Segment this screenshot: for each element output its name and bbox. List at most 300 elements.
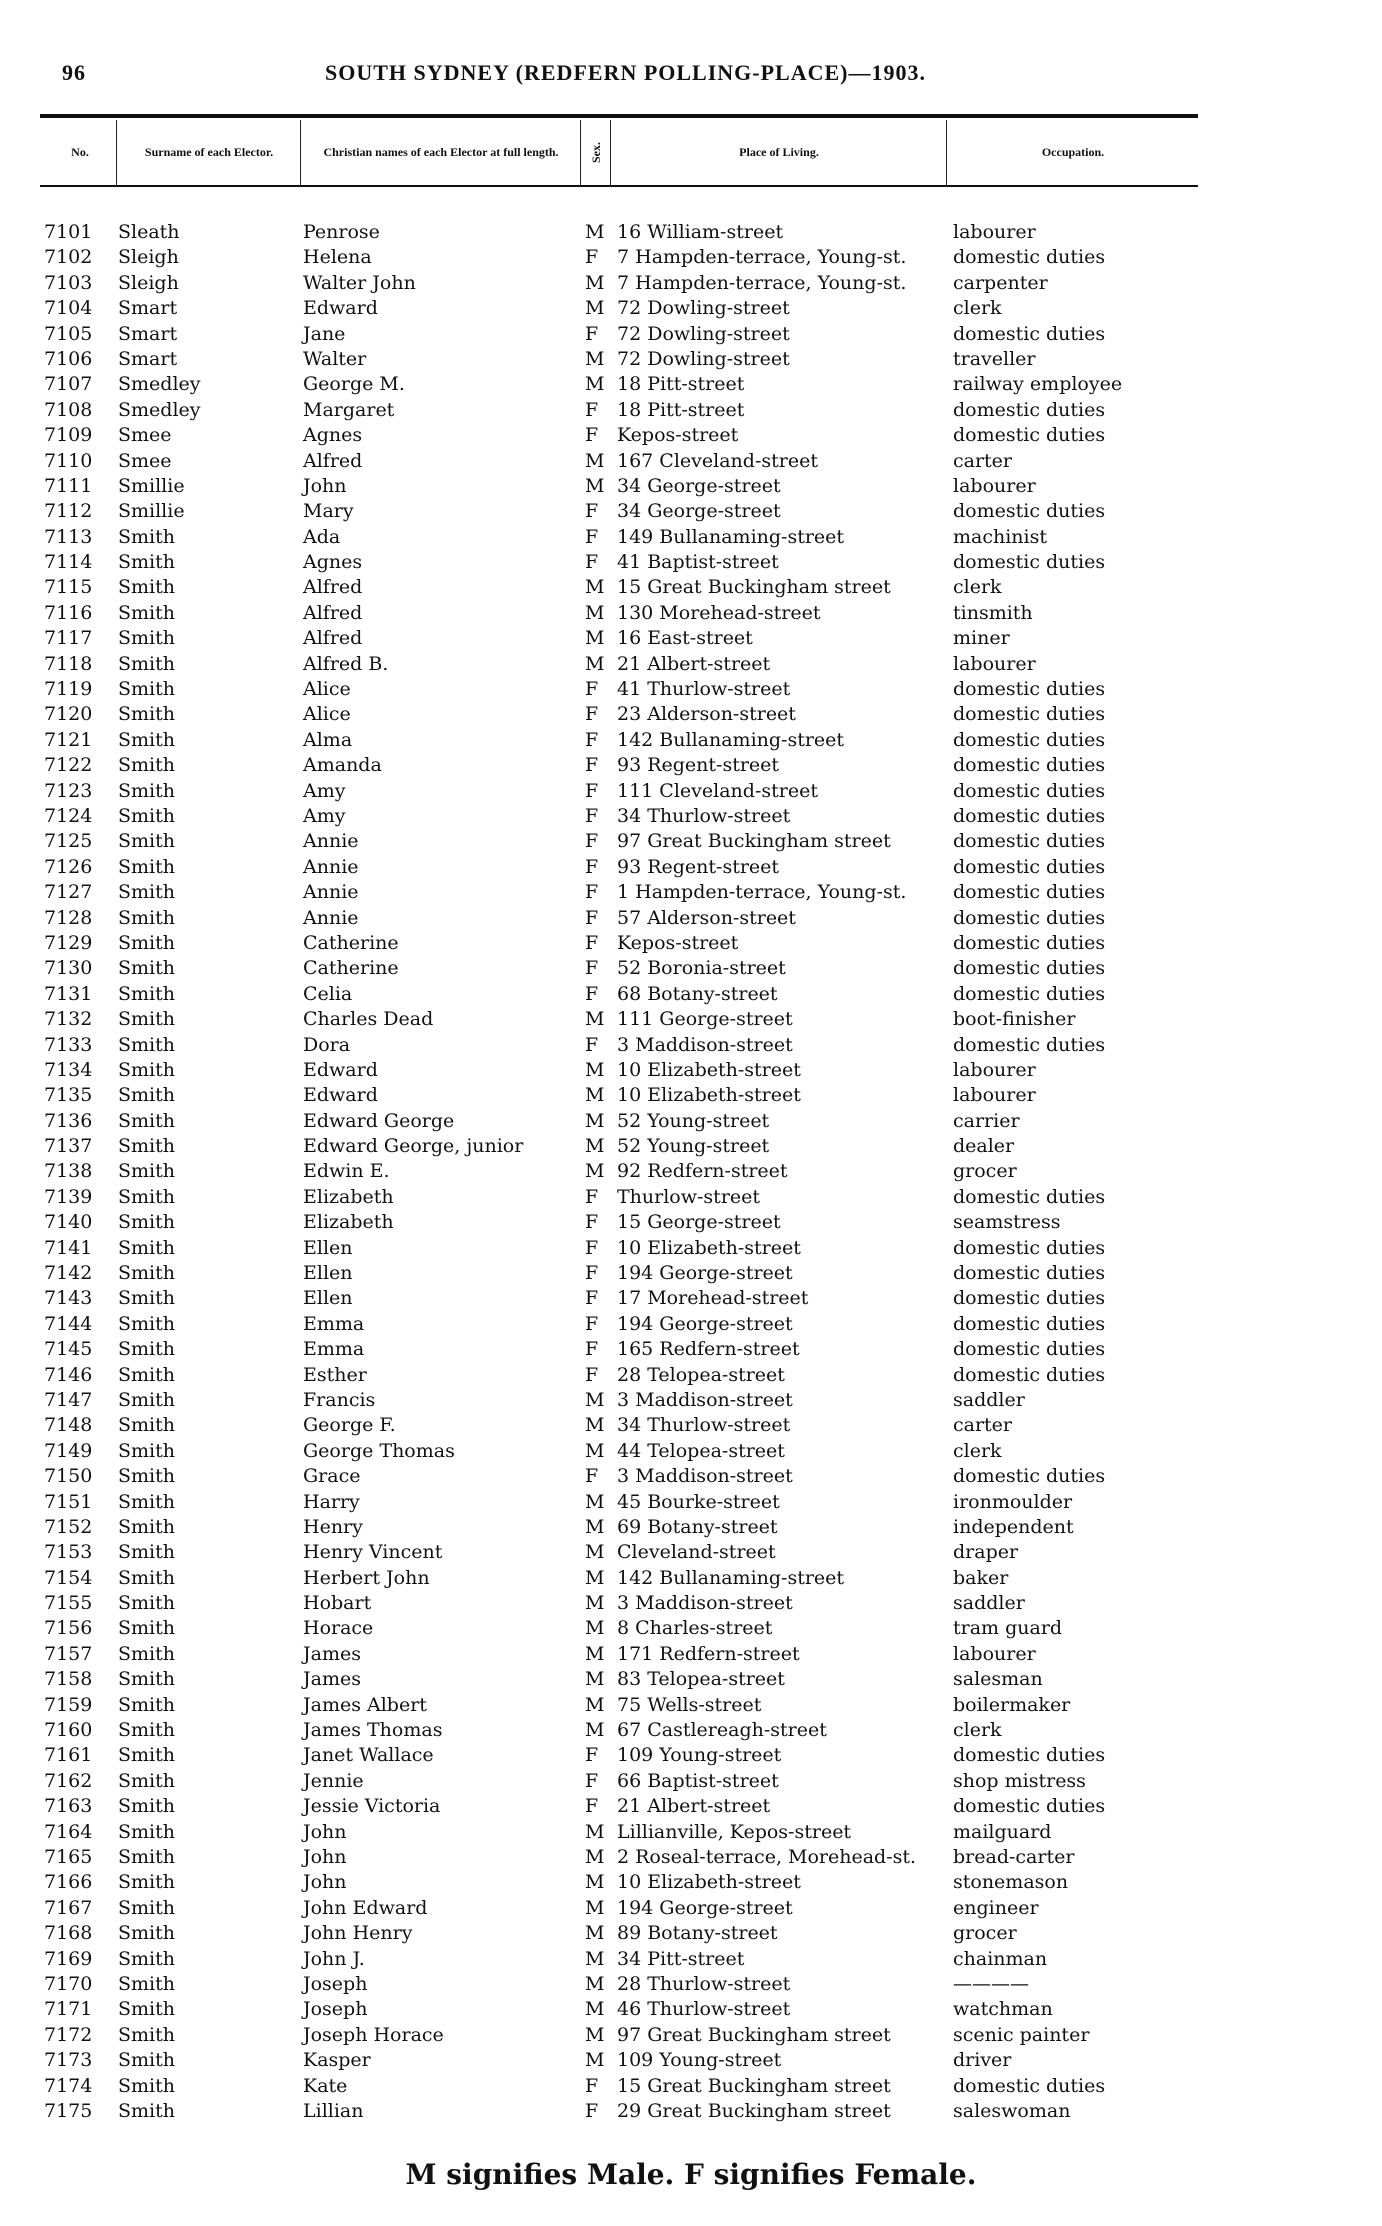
elector-christian-names: James: [303, 1668, 361, 1691]
elector-occupation: domestic duties: [953, 1287, 1106, 1310]
table-row: [0, 855, 1382, 880]
elector-christian-names: George Thomas: [303, 1439, 455, 1462]
elector-place: 44 Telopea-street: [617, 1439, 785, 1462]
elector-christian-names: Alma: [303, 728, 353, 751]
elector-place: 46 Thurlow-street: [617, 1998, 791, 2021]
elector-place: 28 Thurlow-street: [617, 1972, 791, 1995]
elector-number: 7129: [44, 931, 93, 954]
elector-place: 194 George-street: [617, 1896, 793, 1919]
sex-legend: M signifies Male. F signifies Female.: [405, 2158, 977, 2191]
table-row: [0, 1794, 1382, 1819]
table-row: [0, 1033, 1382, 1058]
elector-sex: F: [585, 1185, 599, 1208]
elector-sex: F: [585, 830, 599, 853]
elector-number: 7144: [44, 1312, 93, 1335]
elector-occupation: domestic duties: [953, 881, 1106, 904]
elector-place: 66 Baptist-street: [617, 1769, 779, 1792]
column-header-rule: [40, 185, 1198, 187]
elector-occupation: salesman: [953, 1668, 1043, 1691]
elector-christian-names: John: [303, 1871, 347, 1894]
elector-number: 7127: [44, 881, 93, 904]
elector-sex: M: [585, 1515, 605, 1538]
elector-number: 7173: [44, 2049, 93, 2072]
table-row: [0, 1540, 1382, 1565]
elector-place: Cleveland-street: [617, 1541, 776, 1564]
elector-christian-names: Henry Vincent: [303, 1541, 443, 1564]
elector-occupation: ————: [953, 1972, 1029, 1995]
elector-sex: F: [585, 957, 599, 980]
elector-place: 97 Great Buckingham street: [617, 2023, 891, 2046]
elector-number: 7120: [44, 703, 93, 726]
elector-surname: Smith: [118, 2023, 175, 2046]
elector-surname: Sleigh: [118, 271, 179, 294]
elector-sex: F: [585, 246, 599, 269]
elector-surname: Smedley: [118, 373, 201, 396]
elector-surname: Smee: [118, 449, 172, 472]
table-row: [0, 1464, 1382, 1489]
elector-surname: Smith: [118, 2049, 175, 2072]
elector-number: 7159: [44, 1693, 93, 1716]
elector-christian-names: Alfred: [303, 601, 363, 624]
elector-place: 18 Pitt-street: [617, 373, 745, 396]
elector-sex: M: [585, 1642, 605, 1665]
elector-christian-names: Amanda: [303, 754, 382, 777]
elector-number: 7114: [44, 551, 93, 574]
elector-surname: Smith: [118, 1033, 175, 1056]
elector-occupation: domestic duties: [953, 1185, 1106, 1208]
elector-number: 7169: [44, 1947, 93, 1970]
elector-occupation: carpenter: [953, 271, 1048, 294]
column-header-sex: Sex.: [588, 141, 603, 163]
elector-surname: Smith: [118, 1592, 175, 1615]
elector-number: 7160: [44, 1719, 93, 1742]
elector-surname: Smith: [118, 906, 175, 929]
elector-sex: M: [585, 297, 605, 320]
table-row: [0, 1870, 1382, 1895]
elector-sex: M: [585, 1896, 605, 1919]
table-row: [0, 1058, 1382, 1083]
elector-sex: F: [585, 1312, 599, 1335]
elector-surname: Smith: [118, 601, 175, 624]
electors-list: [0, 220, 1382, 2124]
elector-christian-names: Ada: [303, 525, 341, 548]
elector-sex: F: [585, 779, 599, 802]
elector-surname: Smith: [118, 1109, 175, 1132]
elector-surname: Smith: [118, 728, 175, 751]
column-divider: [300, 120, 301, 185]
elector-sex: M: [585, 373, 605, 396]
elector-christian-names: Ellen: [303, 1236, 353, 1259]
elector-place: 41 Baptist-street: [617, 551, 779, 574]
elector-christian-names: Joseph: [303, 1998, 368, 2021]
elector-occupation: grocer: [953, 1160, 1017, 1183]
elector-christian-names: Joseph: [303, 1972, 368, 1995]
column-divider: [116, 120, 117, 185]
table-row: [0, 1693, 1382, 1718]
elector-surname: Smith: [118, 1185, 175, 1208]
elector-sex: M: [585, 1160, 605, 1183]
elector-place: 97 Great Buckingham street: [617, 830, 891, 853]
table-row: [0, 931, 1382, 956]
elector-place: 93 Regent-street: [617, 855, 780, 878]
elector-occupation: domestic duties: [953, 728, 1106, 751]
elector-place: 16 East-street: [617, 627, 753, 650]
elector-surname: Smith: [118, 1515, 175, 1538]
elector-number: 7161: [44, 1744, 93, 1767]
elector-occupation: bread-carter: [953, 1846, 1075, 1868]
elector-surname: Smith: [118, 1998, 175, 2021]
elector-place: Kepos-street: [617, 931, 739, 954]
elector-place: 15 Great Buckingham street: [617, 2074, 891, 2097]
table-row: [0, 1591, 1382, 1616]
elector-christian-names: Herbert John: [303, 1566, 430, 1589]
table-row: [0, 1286, 1382, 1311]
table-row: [0, 2099, 1382, 2124]
elector-christian-names: Alfred: [303, 576, 363, 599]
elector-sex: M: [585, 1617, 605, 1640]
elector-christian-names: Joseph Horace: [303, 2023, 444, 2046]
table-row: [0, 1566, 1382, 1591]
elector-occupation: domestic duties: [953, 551, 1106, 574]
elector-christian-names: Catherine: [303, 957, 399, 980]
elector-place: 194 George-street: [617, 1312, 793, 1335]
table-row: [0, 1236, 1382, 1261]
elector-surname: Smith: [118, 576, 175, 599]
elector-surname: Smith: [118, 754, 175, 777]
elector-number: 7175: [44, 2099, 93, 2122]
elector-sex: F: [585, 1769, 599, 1792]
page-number: 96: [62, 60, 86, 85]
elector-number: 7135: [44, 1084, 93, 1107]
elector-sex: M: [585, 449, 605, 472]
elector-occupation: domestic duties: [953, 1262, 1106, 1285]
elector-occupation: draper: [953, 1541, 1019, 1564]
elector-number: 7122: [44, 754, 93, 777]
elector-occupation: domestic duties: [953, 1363, 1106, 1386]
elector-surname: Smith: [118, 881, 175, 904]
elector-occupation: domestic duties: [953, 500, 1106, 523]
elector-sex: F: [585, 1211, 599, 1234]
elector-occupation: independent: [953, 1515, 1074, 1538]
elector-christian-names: Mary: [303, 500, 354, 523]
elector-place: 34 Thurlow-street: [617, 804, 791, 827]
table-row: [0, 906, 1382, 931]
elector-surname: Smith: [118, 627, 175, 650]
table-row: [0, 1718, 1382, 1743]
elector-occupation: saddler: [953, 1592, 1025, 1615]
elector-occupation: labourer: [953, 1058, 1036, 1081]
elector-occupation: domestic duties: [953, 855, 1106, 878]
elector-occupation: labourer: [953, 474, 1036, 497]
elector-christian-names: Alfred: [303, 449, 363, 472]
elector-occupation: domestic duties: [953, 1236, 1106, 1259]
elector-sex: F: [585, 1236, 599, 1259]
table-row: [0, 1490, 1382, 1515]
elector-sex: M: [585, 1592, 605, 1615]
elector-number: 7147: [44, 1388, 93, 1411]
elector-surname: Smith: [118, 525, 175, 548]
elector-number: 7155: [44, 1592, 93, 1615]
elector-sex: M: [585, 1820, 605, 1843]
elector-place: 1 Hampden-terrace, Young-st.: [617, 881, 907, 904]
column-divider: [610, 120, 611, 185]
elector-christian-names: James: [303, 1642, 361, 1665]
elector-sex: M: [585, 1084, 605, 1107]
table-row: [0, 1007, 1382, 1032]
elector-number: 7106: [44, 347, 93, 370]
elector-number: 7110: [44, 449, 93, 472]
elector-surname: Smith: [118, 1414, 175, 1437]
elector-sex: F: [585, 1363, 599, 1386]
elector-surname: Smith: [118, 804, 175, 827]
elector-occupation: engineer: [953, 1896, 1039, 1919]
column-divider: [946, 120, 947, 185]
column-header-sex-wrap: [582, 122, 610, 182]
elector-place: 52 Boronia-street: [617, 957, 786, 980]
elector-occupation: domestic duties: [953, 1338, 1106, 1361]
table-row: [0, 423, 1382, 448]
elector-occupation: domestic duties: [953, 246, 1106, 269]
elector-number: 7166: [44, 1871, 93, 1894]
elector-number: 7124: [44, 804, 93, 827]
elector-number: 7126: [44, 855, 93, 878]
elector-number: 7151: [44, 1490, 93, 1513]
elector-surname: Smith: [118, 1541, 175, 1564]
elector-number: 7128: [44, 906, 93, 929]
elector-place: 3 Maddison-street: [617, 1592, 793, 1615]
elector-number: 7112: [44, 500, 93, 523]
column-header-no: No.: [71, 144, 89, 159]
elector-surname: Smith: [118, 1896, 175, 1919]
table-row: [0, 1769, 1382, 1794]
elector-surname: Smedley: [118, 398, 201, 421]
elector-surname: Smith: [118, 1465, 175, 1488]
elector-place: 83 Telopea-street: [617, 1668, 785, 1691]
elector-occupation: ironmoulder: [953, 1490, 1073, 1513]
elector-place: 165 Redfern-street: [617, 1338, 800, 1361]
elector-christian-names: Annie: [303, 906, 359, 929]
elector-number: 7145: [44, 1338, 93, 1361]
table-row: [0, 1642, 1382, 1667]
elector-occupation: carrier: [953, 1109, 1020, 1132]
elector-christian-names: Jennie: [303, 1769, 364, 1792]
elector-sex: M: [585, 1947, 605, 1970]
elector-christian-names: Emma: [303, 1312, 365, 1335]
elector-sex: M: [585, 474, 605, 497]
elector-sex: M: [585, 2023, 605, 2046]
table-row: [0, 449, 1382, 474]
elector-occupation: clerk: [953, 297, 1002, 320]
table-row: [0, 1413, 1382, 1438]
elector-christian-names: Annie: [303, 855, 359, 878]
elector-number: 7121: [44, 728, 93, 751]
elector-christian-names: Elizabeth: [303, 1185, 394, 1208]
elector-surname: Smith: [118, 1871, 175, 1894]
elector-christian-names: Esther: [303, 1363, 367, 1386]
table-row: [0, 652, 1382, 677]
elector-surname: Smith: [118, 1312, 175, 1335]
elector-occupation: shop mistress: [953, 1769, 1086, 1792]
elector-place: 194 George-street: [617, 1262, 793, 1285]
elector-occupation: domestic duties: [953, 1465, 1106, 1488]
elector-sex: F: [585, 678, 599, 701]
elector-sex: M: [585, 1008, 605, 1031]
table-row: [0, 2048, 1382, 2073]
elector-surname: Smith: [118, 1135, 175, 1158]
elector-christian-names: Agnes: [303, 424, 363, 447]
elector-surname: Smith: [118, 1490, 175, 1513]
elector-place: 16 William-street: [617, 221, 784, 243]
elector-sex: M: [585, 1135, 605, 1158]
elector-occupation: domestic duties: [953, 957, 1106, 980]
elector-christian-names: Annie: [303, 830, 359, 853]
elector-number: 7149: [44, 1439, 93, 1462]
elector-place: 89 Botany-street: [617, 1922, 778, 1945]
elector-surname: Smith: [118, 1719, 175, 1742]
elector-occupation: domestic duties: [953, 931, 1106, 954]
elector-place: 93 Regent-street: [617, 754, 780, 777]
elector-christian-names: Janet Wallace: [303, 1744, 434, 1767]
elector-christian-names: Amy: [303, 804, 346, 827]
elector-place: Kepos-street: [617, 424, 739, 447]
elector-surname: Smith: [118, 1769, 175, 1792]
elector-christian-names: Charles Dead: [303, 1008, 434, 1031]
elector-occupation: clerk: [953, 1719, 1002, 1742]
column-header-place: Place of Living.: [739, 144, 819, 159]
elector-christian-names: Harry: [303, 1490, 360, 1513]
elector-sex: F: [585, 1744, 599, 1767]
elector-number: 7105: [44, 322, 93, 345]
elector-place: 21 Albert-street: [617, 652, 771, 675]
elector-place: 23 Alderson-street: [617, 703, 796, 726]
elector-number: 7109: [44, 424, 93, 447]
elector-number: 7165: [44, 1846, 93, 1868]
table-row: [0, 1616, 1382, 1641]
table-row: [0, 322, 1382, 347]
elector-surname: Smith: [118, 1820, 175, 1843]
elector-surname: Smith: [118, 957, 175, 980]
elector-sex: F: [585, 424, 599, 447]
table-row: [0, 1515, 1382, 1540]
elector-place: 45 Bourke-street: [617, 1490, 780, 1513]
elector-number: 7153: [44, 1541, 93, 1564]
elector-place: 72 Dowling-street: [617, 322, 790, 345]
elector-christian-names: Edward: [303, 297, 378, 320]
elector-number: 7103: [44, 271, 93, 294]
elector-place: Thurlow-street: [617, 1185, 761, 1208]
elector-sex: F: [585, 754, 599, 777]
elector-number: 7139: [44, 1185, 93, 1208]
elector-occupation: boilermaker: [953, 1693, 1071, 1716]
elector-place: 34 Pitt-street: [617, 1947, 745, 1970]
elector-christian-names: Lillian: [303, 2099, 364, 2122]
table-row: [0, 1134, 1382, 1159]
table-row: [0, 1261, 1382, 1286]
elector-christian-names: Helena: [303, 246, 372, 269]
column-header-surname: Surname of each Elector.: [144, 144, 274, 159]
column-header-christian-names: Christian names of each Elector at full length.: [323, 144, 559, 159]
elector-number: 7104: [44, 297, 93, 320]
table-row: [0, 956, 1382, 981]
elector-sex: F: [585, 982, 599, 1005]
elector-place: 15 George-street: [617, 1211, 781, 1234]
elector-surname: Smart: [118, 347, 178, 370]
table-row: [0, 575, 1382, 600]
elector-number: 7111: [44, 474, 93, 497]
elector-surname: Smillie: [118, 474, 185, 497]
elector-sex: F: [585, 881, 599, 904]
elector-sex: F: [585, 906, 599, 929]
header-rule: [40, 114, 1198, 118]
elector-occupation: mailguard: [953, 1820, 1052, 1843]
elector-number: 7101: [44, 221, 93, 243]
elector-occupation: domestic duties: [953, 804, 1106, 827]
elector-surname: Smith: [118, 1388, 175, 1411]
elector-number: 7137: [44, 1135, 93, 1158]
elector-place: 28 Telopea-street: [617, 1363, 785, 1386]
elector-number: 7115: [44, 576, 93, 599]
elector-place: 10 Elizabeth-street: [617, 1084, 801, 1107]
table-row: [0, 271, 1382, 296]
elector-sex: F: [585, 1262, 599, 1285]
table-row: [0, 601, 1382, 626]
elector-place: 15 Great Buckingham street: [617, 576, 891, 599]
elector-number: 7170: [44, 1972, 93, 1995]
elector-number: 7150: [44, 1465, 93, 1488]
elector-sex: F: [585, 398, 599, 421]
elector-place: 69 Botany-street: [617, 1515, 778, 1538]
elector-sex: M: [585, 1668, 605, 1691]
elector-number: 7125: [44, 830, 93, 853]
elector-surname: Smith: [118, 1211, 175, 1234]
elector-occupation: boot-finisher: [953, 1008, 1076, 1031]
elector-number: 7142: [44, 1262, 93, 1285]
elector-occupation: labourer: [953, 652, 1036, 675]
table-row: [0, 1743, 1382, 1768]
elector-christian-names: Jane: [303, 322, 346, 345]
elector-surname: Smith: [118, 1668, 175, 1691]
elector-christian-names: James Thomas: [303, 1719, 443, 1742]
elector-place: 7 Hampden-terrace, Young-st.: [617, 271, 907, 294]
elector-sex: M: [585, 1439, 605, 1462]
elector-sex: M: [585, 1846, 605, 1868]
elector-christian-names: Henry: [303, 1515, 363, 1538]
elector-number: 7174: [44, 2074, 93, 2097]
table-row: [0, 1972, 1382, 1997]
elector-sex: M: [585, 1490, 605, 1513]
elector-number: 7133: [44, 1033, 93, 1056]
elector-place: 109 Young-street: [617, 2049, 782, 2072]
elector-surname: Smith: [118, 1236, 175, 1259]
elector-surname: Smith: [118, 830, 175, 853]
elector-number: 7152: [44, 1515, 93, 1538]
elector-place: 3 Maddison-street: [617, 1033, 793, 1056]
elector-number: 7136: [44, 1109, 93, 1132]
table-row: [0, 525, 1382, 550]
table-row: [0, 1820, 1382, 1845]
elector-occupation: saleswoman: [953, 2099, 1071, 2122]
elector-christian-names: John: [303, 1846, 347, 1868]
elector-number: 7119: [44, 678, 93, 701]
elector-occupation: traveller: [953, 347, 1036, 370]
elector-sex: M: [585, 1922, 605, 1945]
elector-occupation: labourer: [953, 221, 1036, 243]
elector-sex: M: [585, 1541, 605, 1564]
elector-sex: M: [585, 1693, 605, 1716]
table-row: [0, 1388, 1382, 1413]
table-row: [0, 677, 1382, 702]
elector-sex: F: [585, 525, 599, 548]
